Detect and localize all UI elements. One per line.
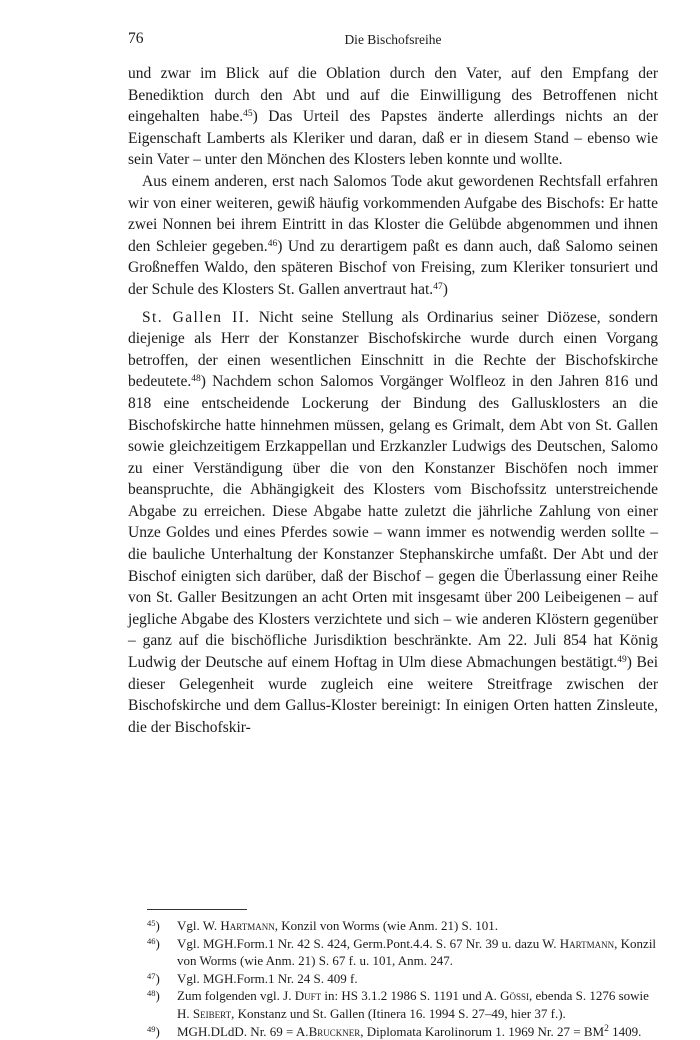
footnote-text <box>177 970 657 988</box>
footnote-mark: $^{45}$) <box>147 918 160 933</box>
footnote-48 <box>147 987 657 1022</box>
paragraph-text: ) Und zu derartigem paßt es dann auch, daß Salomo seinen Großneffen Waldo, den späteren Bischof von Freising, zum Kleriker tonsuriert und der Schule des Klosters St. Gallen anvertraut hat. <box>128 237 658 298</box>
footnote-text <box>177 935 657 970</box>
footnotes <box>147 917 657 1040</box>
footnote-number: 47 <box>147 970 156 981</box>
footnote-46 <box>147 935 657 970</box>
footnote-part: , Konzil von Worms (wie Anm. 21) S. 101. <box>274 918 499 933</box>
footnote-mark: $^{46}$) <box>147 935 160 951</box>
footnote-part: Vgl. W. <box>177 918 221 933</box>
paragraph-text: ) Nachdem schon Salomos Vorgänger Wolfleoz in den Jahren 816 und 818 eine entscheidende Lockerung der Bindung des Gallusklosters an die Bischofskirche hatte hinnehmen müssen, gelang es Grimalt, dem Abt von St. Gallen sowie gleichzeitigem Erzkappellan und Erzkanzler Ludwigs des Deutschen, Salomo zu einer Verständigung über die von den Konstanzer Bischöfen noch immer beanspruchte, die Abhängigkeit des Klosters vom Bischofssitz unterstreichende Abgabe zu erreichen. Diese Abgabe hatte zuletzt die jährliche Zahlung von einer Unze Goldes und eines Pferdes sowie – wann immer es notwendig werden sollte – die bauliche Unterhaltung der Konstanzer Stephanskirche umfaßt. Der Abt und der Bischof einigten sich darüber, daß der Bischof – gegen die Überlassung einer Reihe von St. Galler Besitzungen an acht Orten mit insgesamt über 200 Leibeigenen – auf jegliche Abgabe des Klosters verzichtete und sich – wie anderen Klöstern gegenüber – ganz auf die bischöfliche Jurisdiktion beschränkte. Am 22. Juli 854 hat König Ludwig der Deutsche auf einem Hoftag in Ulm diese Abmachungen bestätigt. <box>128 373 658 672</box>
footnote-ref-45[interactable]: 45 <box>243 109 253 120</box>
paragraph-text: und zwar im Blick auf die Oblation durch den Vater, auf den Empfang der Benediktion durch den Abt und auf die Einwilligung des Betroffenen nicht eingehalten habe. <box>128 65 658 126</box>
paragraph-3 <box>128 307 658 739</box>
footnote-part: , Konzil von Worms (wie Anm. 21) S. 67 f. u. 101, Anm. 247. <box>177 935 657 969</box>
footnote-divider <box>147 909 247 910</box>
footnote-part: , Konstanz und St. Gallen (Itinera 16. 1994 S. 27–49, hier 37 f.). <box>231 1005 566 1021</box>
footnote-mark: $^{49}$) <box>147 1023 160 1039</box>
page-number: 76 <box>128 30 144 47</box>
paragraph-text: Aus einem anderen, erst nach Salomos Tode akut gewordenen Rechtsfall erfahren wir von einer weiteren, gewiß häufig vorkommenden Aufgabe des Bischofs: Er hatte zwei Nonnen bei ihrem Eintritt in das Kloster die Gelübde abgenommen und ihnen den Schleier gegeben. <box>128 172 658 255</box>
footnote-text <box>177 1023 657 1040</box>
author-name: Hartmann <box>220 918 275 933</box>
footnote-part: Vgl. MGH.Form.1 Nr. 24 S. 409 f. <box>177 970 358 986</box>
footnote-47 <box>147 970 657 988</box>
author-name: Bruckner <box>308 1023 361 1039</box>
footnote-ref-46[interactable]: 46 <box>267 238 278 249</box>
footnote-text <box>177 917 657 935</box>
author-name: Seibert <box>192 1005 232 1021</box>
footnote-45 <box>147 917 657 935</box>
footnote-49 <box>147 1023 657 1040</box>
footnote-part: Vgl. MGH.Form.1 Nr. 42 S. 424, Germ.Pont.4.4. S. 67 Nr. 39 u. dazu W. <box>177 935 560 951</box>
page-header <box>128 30 658 52</box>
paragraph-text: ) <box>442 280 448 298</box>
author-name: Hartmann <box>559 935 615 951</box>
footnote-part: MGH.DLdD. Nr. 69 = A. <box>177 1023 309 1039</box>
author-name: Gössi <box>500 988 530 1004</box>
superscript: 2 <box>604 1023 609 1034</box>
footnote-number: 46 <box>147 935 156 946</box>
footnote-number: 49 <box>147 1023 156 1034</box>
paragraph-2 <box>128 171 658 301</box>
paragraph-text: ) Das Urteil des Papstes änderte allerdings nichts an der Eigenschaft Lamberts als Kleriker und daran, daß er in diesem Stand – ebenso wie sein Vater – unter den Mönchen des Klosters leben konnte und wollte. <box>128 108 658 169</box>
footnote-part: Zum folgenden vgl. J. <box>177 988 295 1004</box>
footnote-part: , ebenda S. 1276 sowie H. <box>177 988 649 1021</box>
author-name: Duft <box>294 988 322 1004</box>
footnote-part: 1409. <box>608 1023 642 1039</box>
footnote-ref-49[interactable]: 49 <box>617 655 627 666</box>
footnote-text <box>177 987 657 1022</box>
paragraph-1 <box>128 63 658 171</box>
section-heading: St. Gallen II. <box>142 308 251 326</box>
main-text <box>128 63 658 738</box>
footnote-mark: $^{48}$) <box>147 988 160 1004</box>
running-title: Die Bischofsreihe <box>344 32 442 47</box>
footnote-number: 45 <box>147 918 156 928</box>
paragraph-text: Nicht seine Stellung als Ordinarius seiner Diözese, sondern diejenige als Herr der Konstanzer Bischofskirche wurde durch einen Vorgang betroffen, der einen wesentlichen Einschnitt in die Rechte der Bischofskirche bedeutete. <box>128 308 658 391</box>
footnote-ref-47[interactable]: 47 <box>433 281 443 292</box>
paragraph-text: ) Bei dieser Gelegenheit wurde zugleich eine weitere Streitfrage zwischen der Bischofskirche und dem Gallus-Kloster bereinigt: In einigen Orten hatten Zinsleute, die der Bischofskir- <box>128 654 658 736</box>
footnote-mark: $^{47}$) <box>147 970 160 986</box>
footnote-part: in: HS 3.1.2 1986 S. 1191 und A. <box>321 988 501 1004</box>
footnote-number: 48 <box>147 988 156 999</box>
footnote-part: , Diplomata Karolinorum 1. 1969 Nr. 27 = BM <box>360 1023 605 1039</box>
footnote-ref-48[interactable]: 48 <box>191 374 201 385</box>
